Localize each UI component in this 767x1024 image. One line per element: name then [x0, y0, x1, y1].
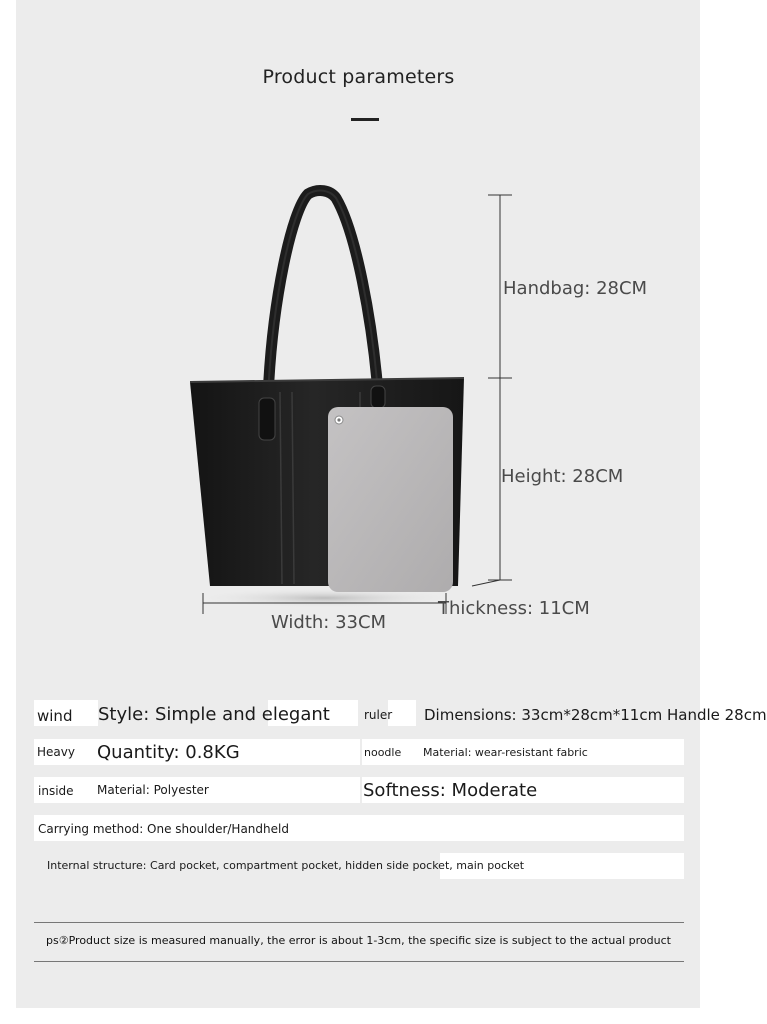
spec-label-noodle: noodle [364, 746, 402, 759]
handle-tab-left [259, 398, 275, 440]
page-title: Product parameters [262, 66, 455, 88]
divider [34, 922, 684, 923]
spec-material: Material: Polyester [97, 783, 209, 797]
spec-internal-structure: Internal structure: Card pocket, compartment pocket, hidden side pocket, main pocket [47, 859, 525, 872]
thickness-size-label: Thickness: 11CM [438, 598, 590, 619]
spec-label-wind: wind [37, 707, 73, 725]
tablet [328, 407, 453, 592]
width-size-label: Width: 33CM [271, 612, 387, 633]
handle-tab-right [371, 386, 385, 408]
size-note: ps②Product size is measured manually, the error is about 1-3cm, the specific size is subject to the actual product [46, 934, 671, 947]
height-size-label: Height: 28CM [501, 466, 624, 487]
spec-material-fabric: Material: wear-resistant fabric [423, 746, 588, 759]
divider [34, 961, 684, 962]
spec-label-heavy: Heavy [37, 745, 75, 759]
height-dimension-line [472, 195, 512, 586]
spec-softness: Softness: Moderate [363, 780, 538, 801]
spec-carrying-method: Carrying method: One shoulder/Handheld [38, 822, 289, 836]
handbag-size-label: Handbag: 28CM [503, 278, 648, 299]
spec-quantity: Quantity: 0.8KG [97, 742, 240, 763]
spec-style: Style: Simple and elegant [98, 704, 330, 725]
spec-dimensions: Dimensions: 33cm*28cm*11cm Handle 28cm [424, 706, 767, 724]
spec-label-ruler: ruler [364, 708, 393, 722]
bag-handles [268, 191, 378, 398]
spec-label-inside: inside [38, 784, 74, 798]
